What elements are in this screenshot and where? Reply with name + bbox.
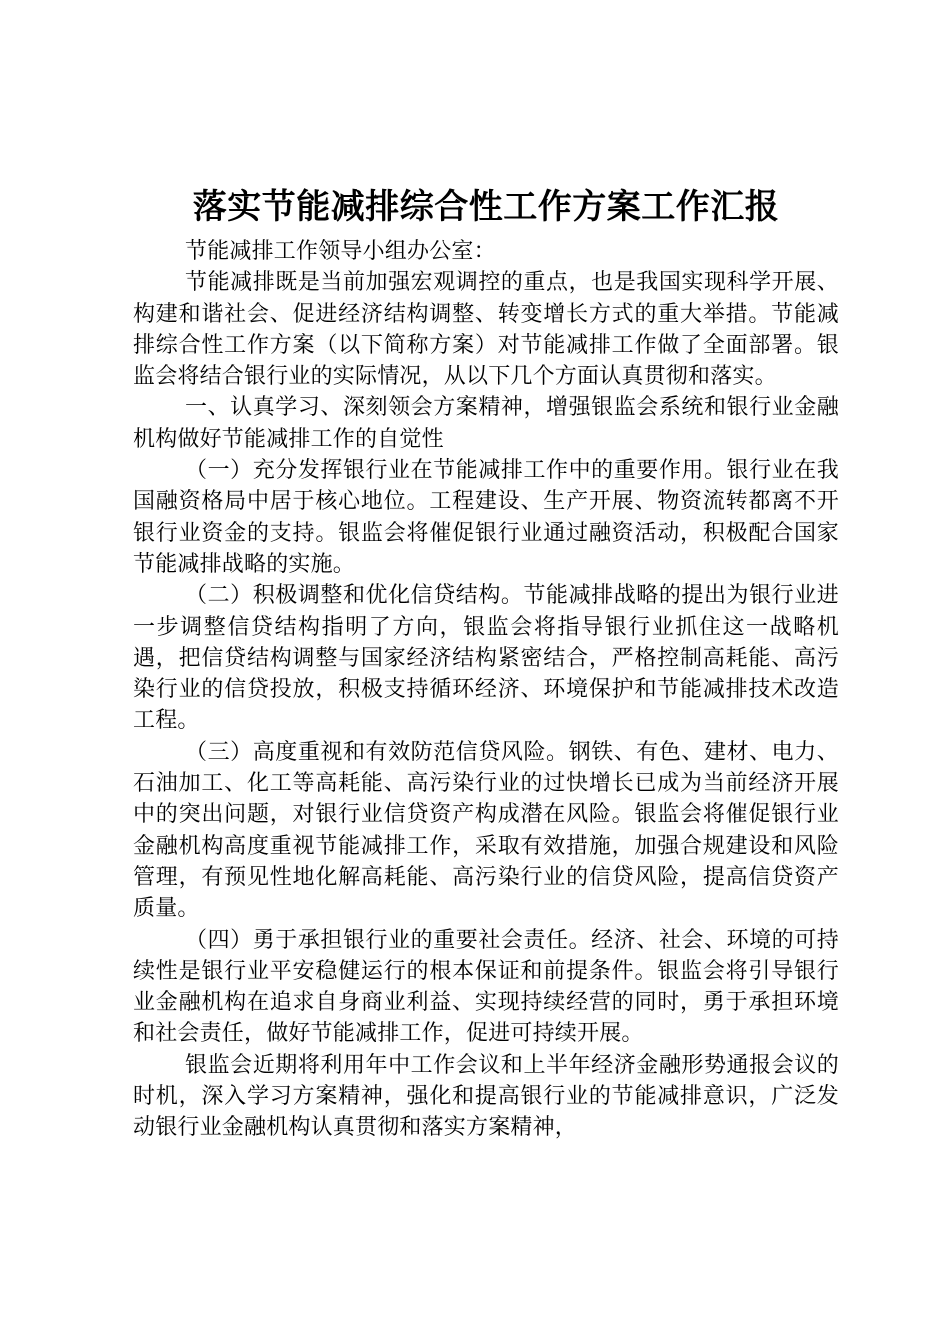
paragraph-point-4: （四）勇于承担银行业的重要社会责任。经济、社会、环境的可持续性是银行业平安稳健运行的根本保证和前提条件。银监会将引导银行业金融机构在追求自身商业利益、实现持续经营的同时，勇于承担环境和社会责任，做好节能减排工作，促进可持续开展。 [133,927,839,1047]
paragraph-closing: 银监会近期将利用年中工作会议和上半年经济金融形势通报会议的时机，深入学习方案精神，强化和提高银行业的节能减排意识，广泛发动银行业金融机构认真贯彻和落实方案精神， [133,1052,839,1141]
document-title: 落实节能减排综合性工作方案工作汇报 [192,187,780,227]
paragraph-intro: 节能减排既是当前加强宏观调控的重点，也是我国实现科学开展、构建和谐社会、促进经济结构调整、转变增长方式的重大举措。节能减排综合性工作方案（以下简称方案）对节能减排工作做了全面部署。银监会将结合银行业的实际情况，从以下几个方面认真贯彻和落实。 [133,270,839,390]
section-heading-1: 一、认真学习、深刻领会方案精神，增强银监会系统和银行业金融机构做好节能减排工作的自觉性 [133,395,839,452]
paragraph-point-1: （一）充分发挥银行业在节能减排工作中的重要作用。银行业在我国融资格局中居于核心地位。工程建设、生产开展、物资流转都离不开银行业资金的支持。银监会将催促银行业通过融资活动，积极配合国家节能减排战略的实施。 [133,458,839,577]
paragraph-point-2: （二）积极调整和优化信贷结构。节能减排战略的提出为银行业进一步调整信贷结构指明了方向，银监会将指导银行业抓住这一战略机遇，把信贷结构调整与国家经济结构紧密结合，严格控制高耗能、高污染行业的信贷投放，积极支持循环经济、环境保护和节能减排技术改造工程。 [133,583,839,734]
salutation: 节能减排工作领导小组办公室： [185,239,496,264]
document-page [133,180,839,1144]
paragraph-point-3: （三）高度重视和有效防范信贷风险。钢铁、有色、建材、电力、石油加工、化工等高耗能、高污染行业的过快增长已成为当前经济开展中的突出问题，对银行业信贷资产构成潜在风险。银监会将催促银行业金融机构高度重视节能减排工作，采取有效措施，加强合规建设和风险管理，有预见性地化解高耗能、高污染行业的信贷风险，提高信贷资产质量。 [133,739,839,922]
